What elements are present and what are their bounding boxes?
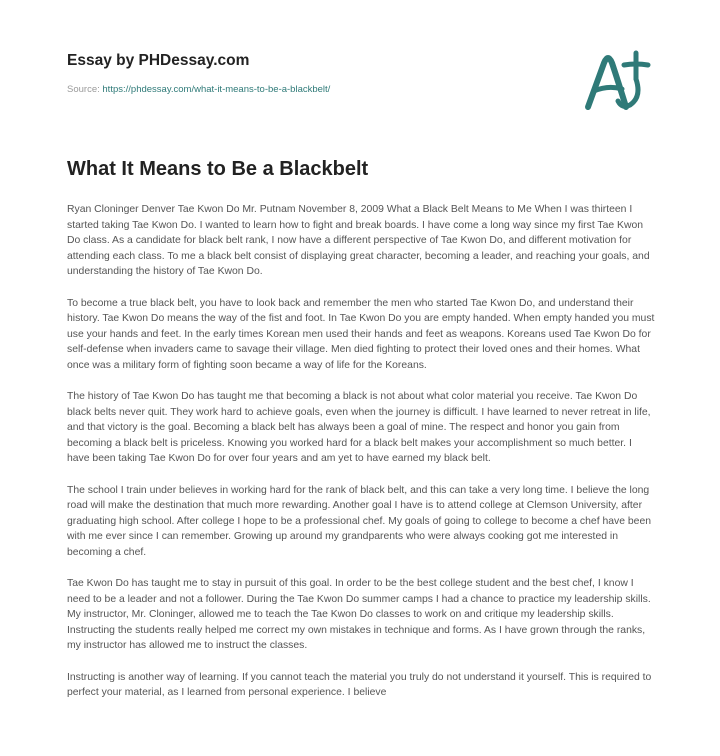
essay-paragraph: Ryan Cloninger Denver Tae Kwon Do Mr. Putnam November 8, 2009 What a Black Belt Means to Me When I was thirteen I started taking Tae Kwon Do. I wanted to learn how to fight and break boards. I have come a long way since my first Tae Kwon Do class. As a candidate for black belt rank, I now have a different perspective of Tae Kwon Do, and different motivation for attending each class. To me a black belt consist of displaying great character, becoming a leader, and reaching your goals, and understanding the history of Tae Kwon Do. bbox=[67, 204, 650, 277]
brand-name: Essay by PHDessay.com bbox=[67, 52, 250, 69]
essay-paragraph: Tae Kwon Do has taught me to stay in pursuit of this goal. In order to be the best college student and the best chef, I know I need to be a leader and not a follower. During the Tae Kwon Do summer camps I had a chance to practice my leadership skills. My instructor, Mr. Cloninger, allowed me to teach the Tae Kwon Do classes to work on and critique my leadership skills. Instructing the students really helped me correct my own mistakes in technique and forms. As I have grown through the ranks, my instructor has allowed me to instruct the classes. bbox=[67, 578, 651, 651]
essay-paragraph: To become a true black belt, you have to look back and remember the men who started Tae Kwon Do, and understand their history. Tae Kwon Do means the way of the fist and foot. In Tae Kwon Do you are empty handed. When empty handed you must use your hands and feet. In the early times Korean men used their hands and feet as weapons. Koreans used Tae Kwon Do for self-defense when invaders came to savage their village. Men died fighting to protect their loved ones and their homes. What once was a military form of fighting soon became a way of life for the Koreans. bbox=[67, 297, 655, 371]
source-label: Source: bbox=[67, 84, 100, 95]
essay-paragraph: The school I train under believes in working hard for the rank of black belt, and this can take a very long time. I believe the long road will make the destination that much more rewarding. Another goal I have is to attend college at Clemson University, after graduating high school. After college I hope to be a professional chef. My goals of going to college to become a chef have been with me ever since I can remember. Growing up around my grandparents who were always cooking got me interested in becoming a chef. bbox=[67, 484, 651, 558]
essay-paragraph: The history of Tae Kwon Do has taught me that becoming a black is not about what color material you receive. Tae Kwon Do black belts never quit. They work hard to achieve goals, even when the journey is difficult. I have learned to never retreat in life, and that victory is the goal. Becoming a black belt has always been a goal of mine. The respect and honor you gain from becoming a black belt is priceless. Knowing you worked hard for a black belt makes your accomplishment so much better. I have been taking Tae Kwon Do for over four years and am yet to have earned my black belt. bbox=[67, 391, 651, 464]
page-header bbox=[67, 52, 330, 95]
essay-body bbox=[67, 202, 657, 717]
essay-paragraph: Instructing is another way of learning. If you cannot teach the material you truly do not understand it yourself. This is required to perfect your material, as I learned from personal experience. I believe bbox=[67, 671, 652, 698]
source-link[interactable]: https://phdessay.com/what-it-means-to-be-a-blackbelt/ bbox=[102, 84, 331, 95]
a-plus-logo-icon bbox=[582, 45, 652, 115]
essay-title: What It Means to Be a Blackbelt bbox=[67, 158, 369, 180]
source-line bbox=[67, 84, 330, 95]
